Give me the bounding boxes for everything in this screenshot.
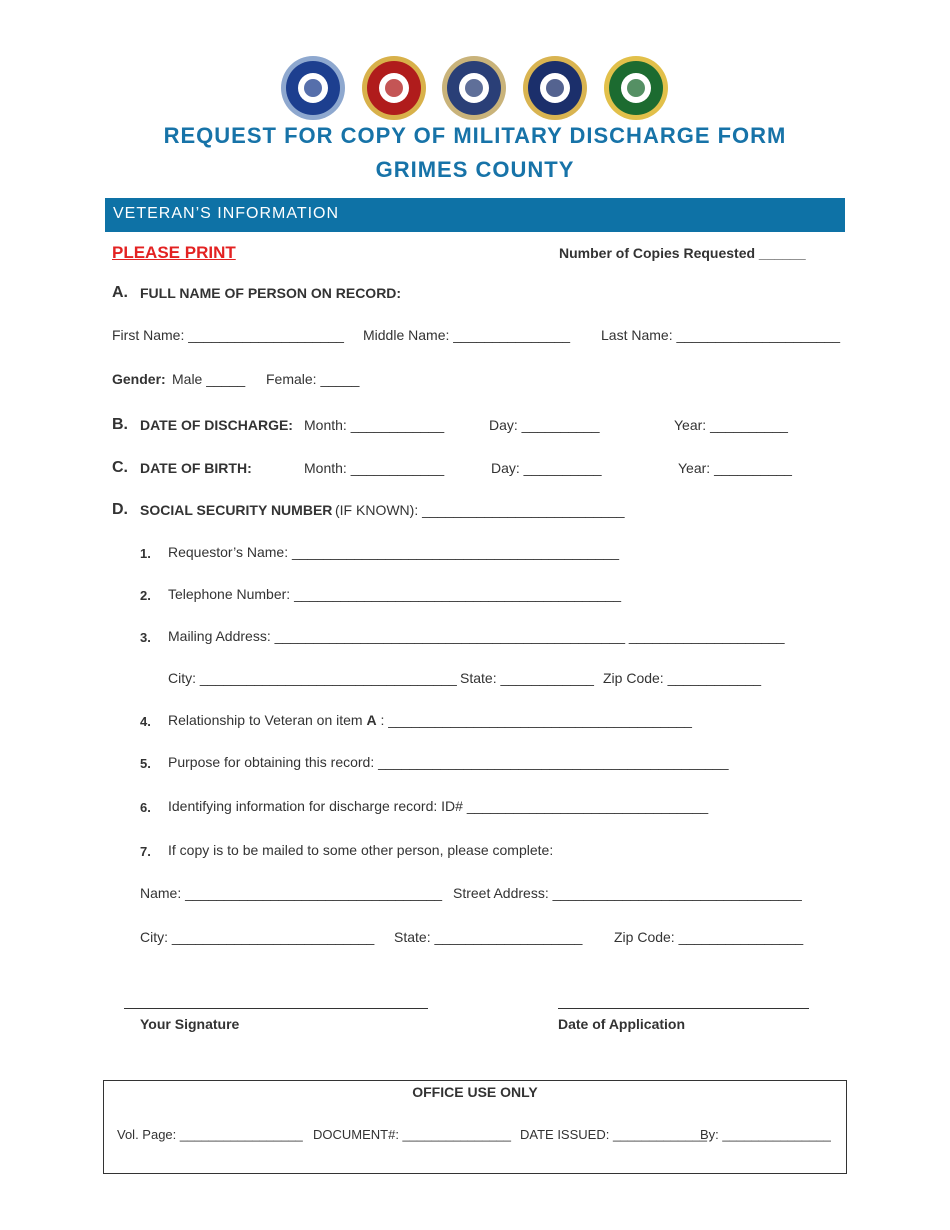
telephone-field[interactable]: Telephone Number: __________________________________________	[168, 586, 622, 602]
section-c-letter: C.	[112, 459, 128, 476]
item-2-number: 2.	[140, 588, 151, 603]
ssn-field[interactable]: (IF KNOWN): __________________________	[335, 502, 625, 518]
last-name-field[interactable]: Last Name: _____________________	[601, 327, 840, 343]
other-person-instruction: If copy is to be mailed to some other person, please complete:	[168, 842, 554, 858]
discharge-id-field[interactable]: Identifying information for discharge record: ID# _______________________________	[168, 798, 709, 814]
first-name-field[interactable]: First Name: ____________________	[112, 327, 344, 343]
item-5-number: 5.	[140, 756, 151, 771]
relationship-label: Relationship to Veteran on item	[168, 712, 367, 728]
other-state-field[interactable]: State: ___________________	[394, 929, 583, 945]
form-title: REQUEST FOR COPY OF MILITARY DISCHARGE FORM	[163, 123, 787, 148]
date-of-application-label: Date of Application	[558, 1016, 686, 1032]
purpose-field[interactable]: Purpose for obtaining this record: _____________________________________________	[168, 754, 729, 770]
date-of-discharge-label: DATE OF DISCHARGE:	[140, 417, 293, 433]
other-street-address-field[interactable]: Street Address: ________________________________	[453, 885, 802, 901]
issued-by-field[interactable]: By: _______________	[700, 1127, 831, 1142]
signature-line[interactable]	[124, 1008, 428, 1009]
birth-day-field[interactable]: Day: __________	[491, 460, 602, 476]
item-6-number: 6.	[140, 800, 151, 815]
army-seal	[603, 55, 669, 121]
vol-page-field[interactable]: Vol. Page: _________________	[117, 1127, 303, 1142]
section-d-letter: D.	[112, 501, 128, 518]
coast-guard-seal	[441, 55, 507, 121]
gender-male-field[interactable]: Male _____	[172, 371, 246, 387]
date-of-birth-label: DATE OF BIRTH:	[140, 460, 252, 476]
other-city-field[interactable]: City: __________________________	[140, 929, 375, 945]
office-use-box	[103, 1080, 847, 1174]
please-print-notice: PLEASE PRINT	[112, 243, 236, 262]
birth-year-field[interactable]: Year: __________	[678, 460, 792, 476]
item-7-number: 7.	[140, 844, 151, 859]
other-zip-code-field[interactable]: Zip Code: ________________	[614, 929, 804, 945]
section-a-letter: A.	[112, 284, 128, 301]
navy-seal	[522, 55, 588, 121]
county-title: GRIMES COUNTY	[375, 157, 575, 182]
middle-name-field[interactable]: Middle Name: _______________	[363, 327, 571, 343]
air-force-seal	[280, 55, 346, 121]
city-field[interactable]: City: _________________________________	[168, 670, 457, 686]
section-b-letter: B.	[112, 416, 128, 433]
your-signature-label: Your Signature	[140, 1016, 240, 1032]
discharge-day-field[interactable]: Day: __________	[489, 417, 600, 433]
relationship-blank: : _______________________________________	[376, 712, 692, 728]
gender-label: Gender:	[112, 371, 166, 387]
section-heading: VETERAN’S INFORMATION	[113, 205, 340, 222]
item-3-number: 3.	[140, 630, 151, 645]
zip-code-field[interactable]: Zip Code: ____________	[603, 670, 762, 686]
mailing-address-field[interactable]: Mailing Address: _____________________________________________ ____________________	[168, 628, 785, 644]
discharge-month-field[interactable]: Month: ____________	[304, 417, 445, 433]
office-use-title: OFFICE USE ONLY	[412, 1084, 538, 1100]
gender-female-field[interactable]: Female: _____	[266, 371, 360, 387]
discharge-year-field[interactable]: Year: __________	[674, 417, 788, 433]
date-of-application-line[interactable]	[558, 1008, 809, 1009]
ssn-label: SOCIAL SECURITY NUMBER	[140, 502, 333, 518]
copies-requested-field[interactable]: Number of Copies Requested ______	[559, 245, 806, 261]
item-a-reference: A	[366, 712, 377, 728]
item-1-number: 1.	[140, 546, 151, 561]
other-name-field[interactable]: Name: _________________________________	[140, 885, 443, 901]
relationship-field[interactable]	[168, 712, 692, 728]
birth-month-field[interactable]: Month: ____________	[304, 460, 445, 476]
full-name-heading: FULL NAME OF PERSON ON RECORD:	[140, 285, 402, 301]
document-number-field[interactable]: DOCUMENT#: _______________	[313, 1127, 512, 1142]
requestor-name-field[interactable]: Requestor’s Name: __________________________________________	[168, 544, 620, 560]
item-4-number: 4.	[140, 714, 151, 729]
marine-corps-seal	[361, 55, 427, 121]
date-issued-field[interactable]: DATE ISSUED: _____________	[520, 1127, 707, 1142]
state-field[interactable]: State: ____________	[460, 670, 594, 686]
veterans-information-band	[105, 198, 845, 232]
